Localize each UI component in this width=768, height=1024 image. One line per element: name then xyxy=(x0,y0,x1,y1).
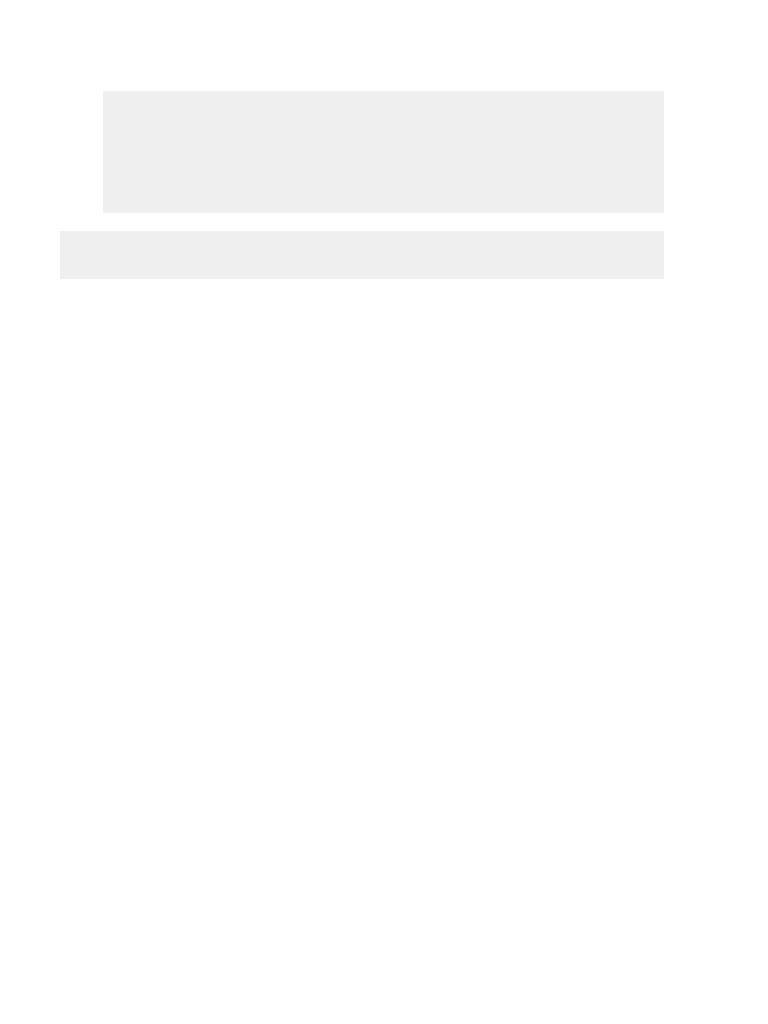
header-shade xyxy=(103,91,664,213)
top-list-shade xyxy=(60,231,664,279)
